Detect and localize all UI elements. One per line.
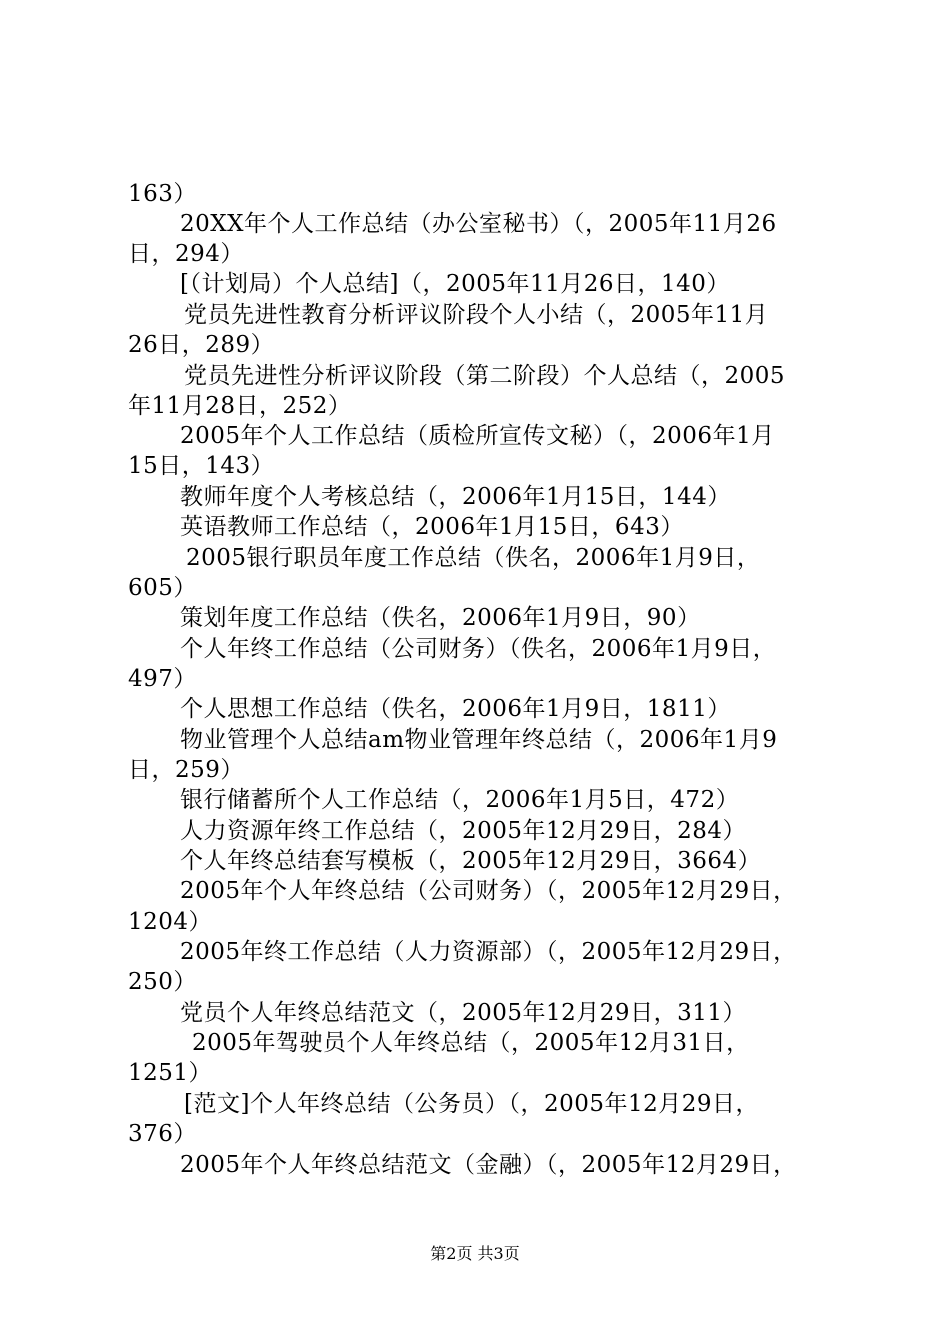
text-line: 年11月28日，252） <box>128 393 352 419</box>
text-line: 1251） <box>128 1060 213 1086</box>
text-line: 376） <box>128 1121 197 1147</box>
text-line: [范文]个人年终总结（公务员）（，2005年12月29日， <box>184 1091 760 1117</box>
text-line: 个人年终总结套写模板（，2005年12月29日，3664） <box>180 848 762 874</box>
page-footer: 第2页 共3页 <box>430 1244 520 1263</box>
text-line: 2005年驾驶员个人年终总结（，2005年12月31日， <box>192 1030 750 1056</box>
text-line: 26日，289） <box>128 332 275 358</box>
text-line: 605） <box>128 575 197 601</box>
text-line: 党员先进性教育分析评议阶段个人小结（，2005年11月 <box>184 302 769 328</box>
text-line: 2005年个人工作总结（质检所宣传文秘）（，2006年1月 <box>180 423 775 449</box>
text-line: 日，259） <box>128 757 244 783</box>
text-line: 15日，143） <box>128 453 275 479</box>
text-line: 策划年度工作总结（佚名，2006年1月9日，90） <box>180 605 701 631</box>
text-line: 250） <box>128 969 197 995</box>
text-line: 个人思想工作总结（佚名，2006年1月9日，1811） <box>180 696 731 722</box>
text-line: 2005年终工作总结（人力资源部）（，2005年12月29日， <box>180 939 797 965</box>
text-line: 英语教师工作总结（，2006年1月15日，643） <box>180 514 684 540</box>
text-line: 物业管理个人总结am物业管理年终总结（，2006年1月9 <box>180 727 778 753</box>
text-line: 2005年个人年终总结（公司财务）（，2005年12月29日， <box>180 878 797 904</box>
text-line: 个人年终工作总结（公司财务）（佚名，2006年1月9日， <box>180 636 777 662</box>
text-line: 20XX年个人工作总结（办公室秘书）（，2005年11月26 <box>180 211 777 237</box>
text-line: 497） <box>128 666 197 692</box>
text-line: 党员先进性分析评议阶段（第二阶段）个人总结（，2005 <box>184 363 786 389</box>
text-line: 1204） <box>128 909 213 935</box>
text-line: 163） <box>128 181 197 207</box>
text-line: 银行储蓄所个人工作总结（，2006年1月5日，472） <box>180 787 740 813</box>
text-line: 教师年度个人考核总结（，2006年1月15日，144） <box>180 484 731 510</box>
text-line: 2005年个人年终总结范文（金融）（，2005年12月29日， <box>180 1152 797 1178</box>
text-line: 人力资源年终工作总结（，2005年12月29日，284） <box>180 818 746 844</box>
text-line: 党员个人年终总结范文（，2005年12月29日，311） <box>180 1000 746 1026</box>
text-line: 2005银行职员年度工作总结（佚名，2006年1月9日， <box>186 545 761 571</box>
text-line: [（计划局）个人总结]（，2005年11月26日，140） <box>180 271 730 297</box>
text-line: 日，294） <box>128 241 244 267</box>
